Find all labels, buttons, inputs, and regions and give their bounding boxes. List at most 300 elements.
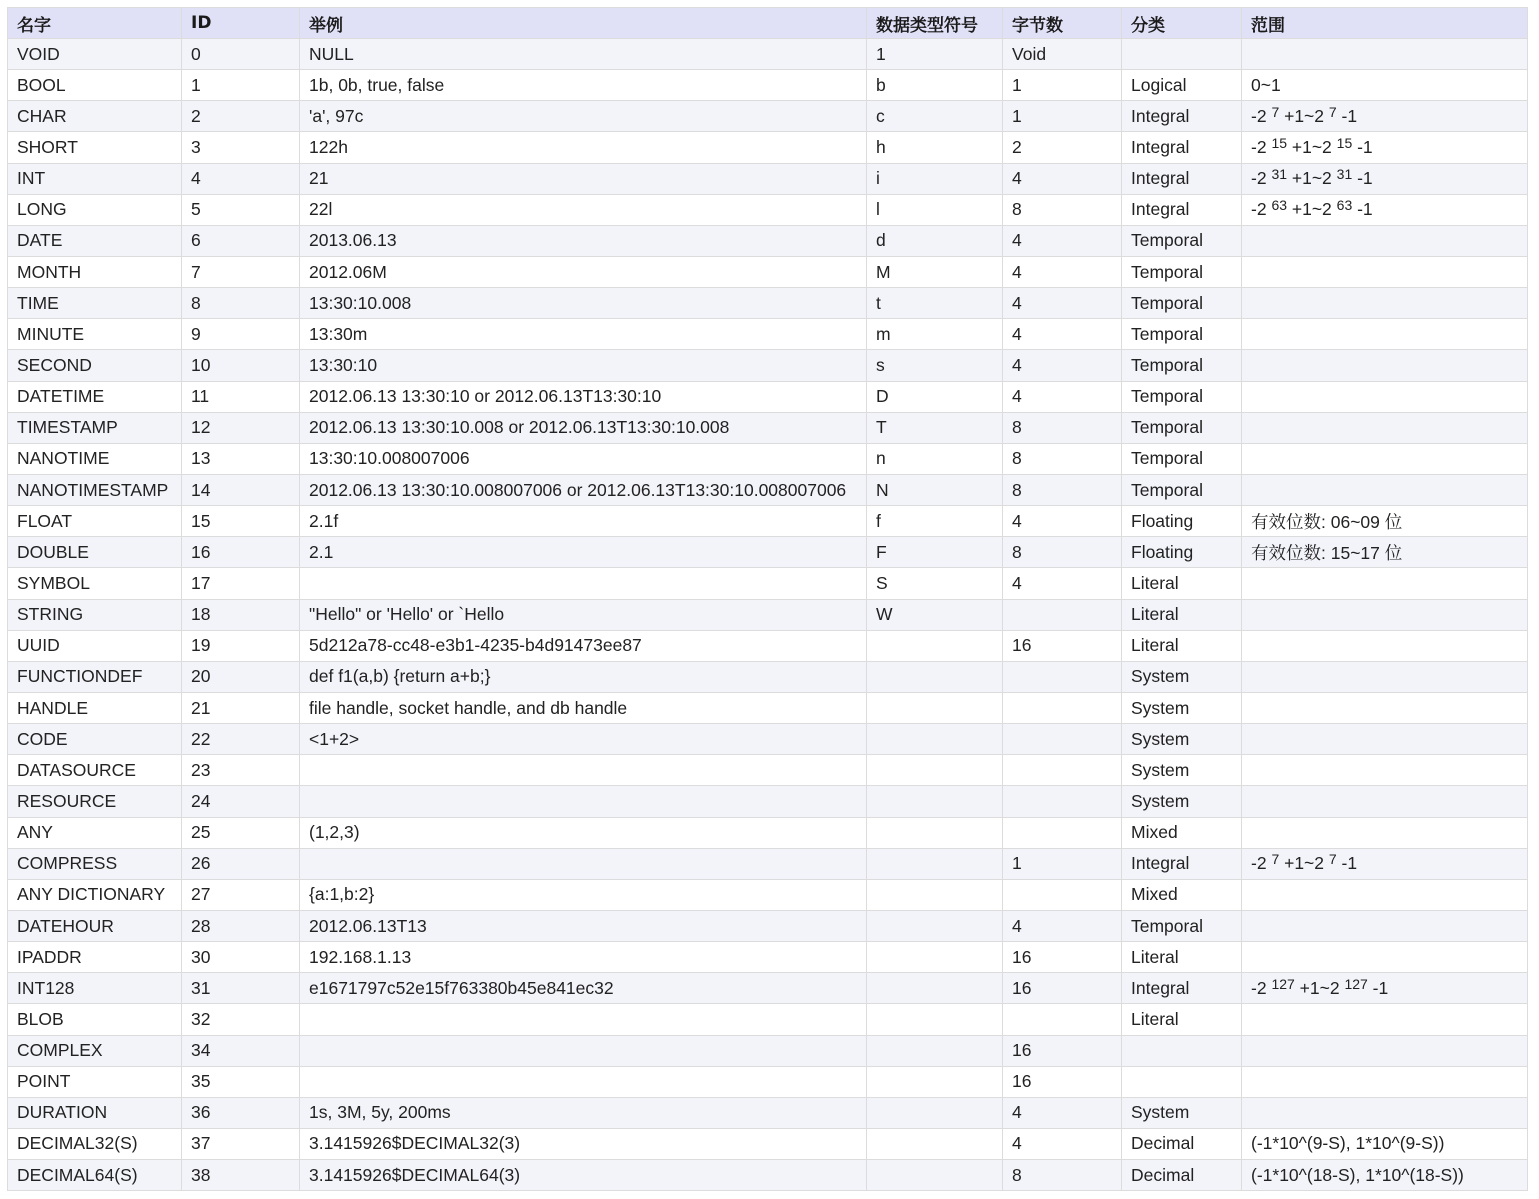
- cell-type-symbol: t: [867, 288, 1003, 319]
- cell-name: HANDLE: [8, 692, 182, 723]
- cell-name: CODE: [8, 724, 182, 755]
- cell-range: [1242, 381, 1528, 412]
- cell-category: [1122, 39, 1242, 70]
- range-exponent: 63: [1336, 197, 1353, 214]
- table-row: [8, 1035, 1528, 1066]
- cell-example: file handle, socket handle, and db handle: [300, 692, 867, 723]
- table-row: [8, 474, 1528, 505]
- cell-id: 25: [182, 817, 300, 848]
- table-row: [8, 1004, 1528, 1035]
- cell-range: (-1*10^(9-S), 1*10^(9-S)): [1242, 1128, 1528, 1159]
- table-row: [8, 163, 1528, 194]
- table-row: [8, 132, 1528, 163]
- range-exponent: 15: [1336, 134, 1353, 151]
- cell-bytes: [1003, 599, 1122, 630]
- cell-range: 0~1: [1242, 70, 1528, 101]
- cell-type-symbol: M: [867, 256, 1003, 287]
- cell-name: MINUTE: [8, 319, 182, 350]
- table-row: [8, 350, 1528, 381]
- cell-category: Floating: [1122, 537, 1242, 568]
- cell-type-symbol: [867, 1097, 1003, 1128]
- cell-category: Logical: [1122, 70, 1242, 101]
- cell-category: Integral: [1122, 163, 1242, 194]
- cell-id: 7: [182, 256, 300, 287]
- range-neg-base: -2: [1251, 105, 1272, 126]
- table-row: [8, 599, 1528, 630]
- header-example: 举例: [300, 8, 867, 39]
- cell-bytes: 4: [1003, 1097, 1122, 1128]
- cell-type-symbol: [867, 1004, 1003, 1035]
- cell-example: [300, 755, 867, 786]
- cell-bytes: 16: [1003, 630, 1122, 661]
- range-neg-base: -2: [1251, 977, 1272, 998]
- cell-example: (1,2,3): [300, 817, 867, 848]
- cell-id: 12: [182, 412, 300, 443]
- range-exponent: 31: [1336, 166, 1353, 183]
- cell-range: [1242, 1004, 1528, 1035]
- cell-range: [1242, 225, 1528, 256]
- cell-category: Temporal: [1122, 350, 1242, 381]
- cell-type-symbol: [867, 724, 1003, 755]
- cell-range: [1242, 661, 1528, 692]
- table-row: [8, 101, 1528, 132]
- range-tail: -1: [1336, 105, 1358, 126]
- range-exponent: 127: [1344, 975, 1368, 992]
- cell-id: 24: [182, 786, 300, 817]
- cell-range: [1242, 319, 1528, 350]
- cell-id: 21: [182, 692, 300, 723]
- cell-bytes: [1003, 1004, 1122, 1035]
- cell-example: 13:30:10: [300, 350, 867, 381]
- cell-type-symbol: [867, 1035, 1003, 1066]
- cell-range: [1242, 910, 1528, 941]
- cell-example: 22l: [300, 194, 867, 225]
- cell-example: [300, 1004, 867, 1035]
- cell-category: Integral: [1122, 194, 1242, 225]
- cell-category: Integral: [1122, 132, 1242, 163]
- cell-type-symbol: [867, 786, 1003, 817]
- cell-type-symbol: i: [867, 163, 1003, 194]
- cell-range: [1242, 101, 1528, 132]
- cell-id: 26: [182, 848, 300, 879]
- cell-type-symbol: n: [867, 443, 1003, 474]
- cell-name: COMPLEX: [8, 1035, 182, 1066]
- cell-range: 有效位数: 15~17 位: [1242, 537, 1528, 568]
- cell-range: [1242, 755, 1528, 786]
- cell-type-symbol: [867, 879, 1003, 910]
- table-row: [8, 1097, 1528, 1128]
- cell-name: INT: [8, 163, 182, 194]
- header-category: 分类: [1122, 8, 1242, 39]
- cell-category: Literal: [1122, 1004, 1242, 1035]
- range-mid: +1~2: [1279, 853, 1329, 874]
- range-tail: -1: [1352, 199, 1373, 220]
- data-types-table: [7, 7, 1528, 1191]
- cell-example: e1671797c52e15f763380b45e841ec32: [300, 973, 867, 1004]
- cell-range: [1242, 474, 1528, 505]
- cell-category: Integral: [1122, 101, 1242, 132]
- table-row: [8, 443, 1528, 474]
- cell-id: 19: [182, 630, 300, 661]
- cell-bytes: 16: [1003, 973, 1122, 1004]
- cell-id: 34: [182, 1035, 300, 1066]
- cell-range: [1242, 288, 1528, 319]
- cell-id: 14: [182, 474, 300, 505]
- cell-example: 13:30m: [300, 319, 867, 350]
- cell-id: 37: [182, 1128, 300, 1159]
- cell-name: SYMBOL: [8, 568, 182, 599]
- cell-category: Mixed: [1122, 817, 1242, 848]
- cell-range: [1242, 1097, 1528, 1128]
- table-row: [8, 1066, 1528, 1097]
- range-exponent: 7: [1271, 103, 1280, 120]
- cell-name: NANOTIME: [8, 443, 182, 474]
- cell-bytes: 4: [1003, 568, 1122, 599]
- table-row: [8, 568, 1528, 599]
- table-row: [8, 194, 1528, 225]
- cell-name: LONG: [8, 194, 182, 225]
- table-row: [8, 630, 1528, 661]
- cell-category: Temporal: [1122, 381, 1242, 412]
- cell-name: DATETIME: [8, 381, 182, 412]
- cell-type-symbol: [867, 848, 1003, 879]
- cell-type-symbol: d: [867, 225, 1003, 256]
- table-row: [8, 70, 1528, 101]
- table-row: [8, 755, 1528, 786]
- cell-range: [1242, 817, 1528, 848]
- cell-type-symbol: [867, 630, 1003, 661]
- cell-type-symbol: c: [867, 101, 1003, 132]
- cell-name: VOID: [8, 39, 182, 70]
- cell-category: Literal: [1122, 599, 1242, 630]
- cell-example: 1b, 0b, true, false: [300, 70, 867, 101]
- cell-example: 2013.06.13: [300, 225, 867, 256]
- cell-bytes: 16: [1003, 1035, 1122, 1066]
- table-row: [8, 506, 1528, 537]
- cell-range: [1242, 412, 1528, 443]
- cell-bytes: [1003, 817, 1122, 848]
- cell-bytes: Void: [1003, 39, 1122, 70]
- cell-category: System: [1122, 1097, 1242, 1128]
- cell-bytes: 4: [1003, 381, 1122, 412]
- cell-category: Temporal: [1122, 443, 1242, 474]
- cell-bytes: 4: [1003, 256, 1122, 287]
- cell-type-symbol: [867, 755, 1003, 786]
- cell-example: [300, 1035, 867, 1066]
- cell-name: STRING: [8, 599, 182, 630]
- cell-name: BLOB: [8, 1004, 182, 1035]
- cell-name: DATASOURCE: [8, 755, 182, 786]
- range-neg-base: -2: [1251, 199, 1272, 220]
- cell-range: [1242, 879, 1528, 910]
- range-exponent: 7: [1328, 851, 1337, 868]
- table-row: [8, 973, 1528, 1004]
- cell-bytes: 4: [1003, 506, 1122, 537]
- cell-name: ANY DICTIONARY: [8, 879, 182, 910]
- cell-id: 17: [182, 568, 300, 599]
- cell-name: DECIMAL32(S): [8, 1128, 182, 1159]
- cell-name: DATEHOUR: [8, 910, 182, 941]
- cell-category: System: [1122, 661, 1242, 692]
- cell-example: 13:30:10.008007006: [300, 443, 867, 474]
- cell-category: System: [1122, 692, 1242, 723]
- cell-id: 9: [182, 319, 300, 350]
- cell-bytes: 1: [1003, 848, 1122, 879]
- cell-type-symbol: f: [867, 506, 1003, 537]
- range-tail: -1: [1352, 136, 1373, 157]
- cell-type-symbol: D: [867, 381, 1003, 412]
- cell-type-symbol: m: [867, 319, 1003, 350]
- range-mid: +1~2: [1287, 199, 1337, 220]
- cell-bytes: [1003, 692, 1122, 723]
- cell-id: 35: [182, 1066, 300, 1097]
- cell-id: 28: [182, 910, 300, 941]
- cell-example: def f1(a,b) {return a+b;}: [300, 661, 867, 692]
- cell-name: INT128: [8, 973, 182, 1004]
- table-row: [8, 848, 1528, 879]
- range-tail: -1: [1336, 853, 1358, 874]
- cell-category: [1122, 1035, 1242, 1066]
- cell-id: 0: [182, 39, 300, 70]
- cell-category: Mixed: [1122, 879, 1242, 910]
- cell-range: [1242, 132, 1528, 163]
- table-row: [8, 724, 1528, 755]
- range-neg-base: -2: [1251, 168, 1272, 189]
- table-body: [8, 39, 1528, 1191]
- cell-name: COMPRESS: [8, 848, 182, 879]
- cell-id: 13: [182, 443, 300, 474]
- table-row: [8, 412, 1528, 443]
- cell-example: 5d212a78-cc48-e3b1-4235-b4d91473ee87: [300, 630, 867, 661]
- cell-name: DATE: [8, 225, 182, 256]
- cell-type-symbol: l: [867, 194, 1003, 225]
- cell-range: [1242, 1035, 1528, 1066]
- cell-bytes: 16: [1003, 942, 1122, 973]
- cell-range: [1242, 194, 1528, 225]
- cell-name: NANOTIMESTAMP: [8, 474, 182, 505]
- table-row: [8, 537, 1528, 568]
- cell-category: Temporal: [1122, 910, 1242, 941]
- cell-category: [1122, 1066, 1242, 1097]
- table-row: [8, 879, 1528, 910]
- table-row: [8, 381, 1528, 412]
- cell-example: 2012.06.13 13:30:10.008007006 or 2012.06.13T13:30:10.008007006: [300, 474, 867, 505]
- cell-name: CHAR: [8, 101, 182, 132]
- cell-type-symbol: 1: [867, 39, 1003, 70]
- cell-category: Decimal: [1122, 1128, 1242, 1159]
- cell-bytes: 8: [1003, 537, 1122, 568]
- cell-category: Literal: [1122, 568, 1242, 599]
- table-row: [8, 288, 1528, 319]
- cell-type-symbol: [867, 661, 1003, 692]
- cell-name: UUID: [8, 630, 182, 661]
- header-name: 名字: [8, 8, 182, 39]
- cell-bytes: [1003, 724, 1122, 755]
- cell-bytes: 4: [1003, 910, 1122, 941]
- cell-example: [300, 786, 867, 817]
- cell-category: Floating: [1122, 506, 1242, 537]
- cell-type-symbol: s: [867, 350, 1003, 381]
- cell-category: Temporal: [1122, 225, 1242, 256]
- cell-bytes: 1: [1003, 70, 1122, 101]
- cell-range: [1242, 1066, 1528, 1097]
- header-type-symbol: 数据类型符号: [867, 8, 1003, 39]
- cell-example: NULL: [300, 39, 867, 70]
- cell-example: 'a', 97c: [300, 101, 867, 132]
- cell-bytes: 8: [1003, 443, 1122, 474]
- cell-bytes: 4: [1003, 225, 1122, 256]
- data-types-table-container: [7, 7, 1527, 1191]
- range-exponent: 15: [1271, 134, 1288, 151]
- cell-bytes: 1: [1003, 101, 1122, 132]
- cell-category: Decimal: [1122, 1160, 1242, 1191]
- cell-name: IPADDR: [8, 942, 182, 973]
- table-row: [8, 225, 1528, 256]
- cell-bytes: [1003, 661, 1122, 692]
- cell-name: SHORT: [8, 132, 182, 163]
- table-row: [8, 661, 1528, 692]
- cell-example: 2.1f: [300, 506, 867, 537]
- cell-id: 5: [182, 194, 300, 225]
- cell-example: 2012.06M: [300, 256, 867, 287]
- table-row: [8, 910, 1528, 941]
- cell-name: POINT: [8, 1066, 182, 1097]
- cell-range: [1242, 443, 1528, 474]
- cell-bytes: 4: [1003, 288, 1122, 319]
- cell-range: [1242, 630, 1528, 661]
- cell-category: Integral: [1122, 848, 1242, 879]
- cell-range: [1242, 350, 1528, 381]
- cell-example: 192.168.1.13: [300, 942, 867, 973]
- cell-example: 3.1415926$DECIMAL32(3): [300, 1128, 867, 1159]
- cell-range: [1242, 942, 1528, 973]
- range-tail: -1: [1367, 977, 1389, 998]
- cell-category: Literal: [1122, 942, 1242, 973]
- cell-category: Literal: [1122, 630, 1242, 661]
- cell-range: [1242, 256, 1528, 287]
- range-exponent: 127: [1271, 975, 1295, 992]
- cell-type-symbol: [867, 817, 1003, 848]
- cell-category: Temporal: [1122, 256, 1242, 287]
- cell-name: BOOL: [8, 70, 182, 101]
- cell-bytes: 4: [1003, 319, 1122, 350]
- cell-id: 4: [182, 163, 300, 194]
- cell-range: [1242, 724, 1528, 755]
- cell-id: 20: [182, 661, 300, 692]
- cell-name: RESOURCE: [8, 786, 182, 817]
- cell-id: 23: [182, 755, 300, 786]
- cell-name: FLOAT: [8, 506, 182, 537]
- cell-name: MONTH: [8, 256, 182, 287]
- cell-example: 3.1415926$DECIMAL64(3): [300, 1160, 867, 1191]
- cell-range: [1242, 973, 1528, 1004]
- cell-bytes: 8: [1003, 412, 1122, 443]
- cell-name: TIMESTAMP: [8, 412, 182, 443]
- cell-type-symbol: [867, 1066, 1003, 1097]
- cell-bytes: 4: [1003, 1128, 1122, 1159]
- cell-type-symbol: N: [867, 474, 1003, 505]
- cell-category: Integral: [1122, 973, 1242, 1004]
- cell-example: 2012.06.13 13:30:10 or 2012.06.13T13:30:10: [300, 381, 867, 412]
- cell-bytes: 4: [1003, 163, 1122, 194]
- cell-example: {a:1,b:2}: [300, 879, 867, 910]
- range-tail: -1: [1352, 168, 1373, 189]
- cell-example: 2012.06.13T13: [300, 910, 867, 941]
- cell-range: [1242, 848, 1528, 879]
- range-mid: +1~2: [1279, 105, 1329, 126]
- cell-bytes: [1003, 755, 1122, 786]
- cell-name: SECOND: [8, 350, 182, 381]
- cell-id: 22: [182, 724, 300, 755]
- table-row: [8, 786, 1528, 817]
- cell-type-symbol: [867, 910, 1003, 941]
- cell-id: 3: [182, 132, 300, 163]
- cell-id: 1: [182, 70, 300, 101]
- cell-range: [1242, 163, 1528, 194]
- cell-range: 有效位数: 06~09 位: [1242, 506, 1528, 537]
- cell-category: Temporal: [1122, 288, 1242, 319]
- cell-id: 36: [182, 1097, 300, 1128]
- range-exponent: 31: [1271, 166, 1288, 183]
- cell-type-symbol: F: [867, 537, 1003, 568]
- cell-name: DURATION: [8, 1097, 182, 1128]
- cell-example: [300, 848, 867, 879]
- cell-type-symbol: [867, 1128, 1003, 1159]
- header-range: 范围: [1242, 8, 1528, 39]
- cell-name: FUNCTIONDEF: [8, 661, 182, 692]
- table-row: [8, 942, 1528, 973]
- cell-bytes: 8: [1003, 194, 1122, 225]
- cell-range: [1242, 39, 1528, 70]
- cell-bytes: 2: [1003, 132, 1122, 163]
- cell-id: 18: [182, 599, 300, 630]
- cell-id: 16: [182, 537, 300, 568]
- cell-name: DECIMAL64(S): [8, 1160, 182, 1191]
- range-exponent: 63: [1271, 197, 1288, 214]
- cell-id: 8: [182, 288, 300, 319]
- range-mid: +1~2: [1294, 977, 1345, 998]
- cell-name: TIME: [8, 288, 182, 319]
- cell-range: [1242, 786, 1528, 817]
- cell-bytes: 4: [1003, 350, 1122, 381]
- cell-example: "Hello" or 'Hello' or `Hello: [300, 599, 867, 630]
- cell-range: [1242, 568, 1528, 599]
- cell-category: System: [1122, 755, 1242, 786]
- cell-example: 2.1: [300, 537, 867, 568]
- cell-id: 31: [182, 973, 300, 1004]
- cell-bytes: 16: [1003, 1066, 1122, 1097]
- cell-name: DOUBLE: [8, 537, 182, 568]
- cell-id: 30: [182, 942, 300, 973]
- cell-id: 10: [182, 350, 300, 381]
- cell-type-symbol: [867, 973, 1003, 1004]
- cell-example: 1s, 3M, 5y, 200ms: [300, 1097, 867, 1128]
- cell-example: [300, 568, 867, 599]
- cell-category: System: [1122, 724, 1242, 755]
- range-mid: +1~2: [1287, 136, 1337, 157]
- cell-example: 21: [300, 163, 867, 194]
- range-exponent: 7: [1328, 103, 1337, 120]
- cell-bytes: [1003, 879, 1122, 910]
- cell-id: 38: [182, 1160, 300, 1191]
- table-row: [8, 39, 1528, 70]
- cell-category: System: [1122, 786, 1242, 817]
- table-row: [8, 1128, 1528, 1159]
- header-bytes: 字节数: [1003, 8, 1122, 39]
- cell-example: 122h: [300, 132, 867, 163]
- cell-range: [1242, 599, 1528, 630]
- cell-id: 11: [182, 381, 300, 412]
